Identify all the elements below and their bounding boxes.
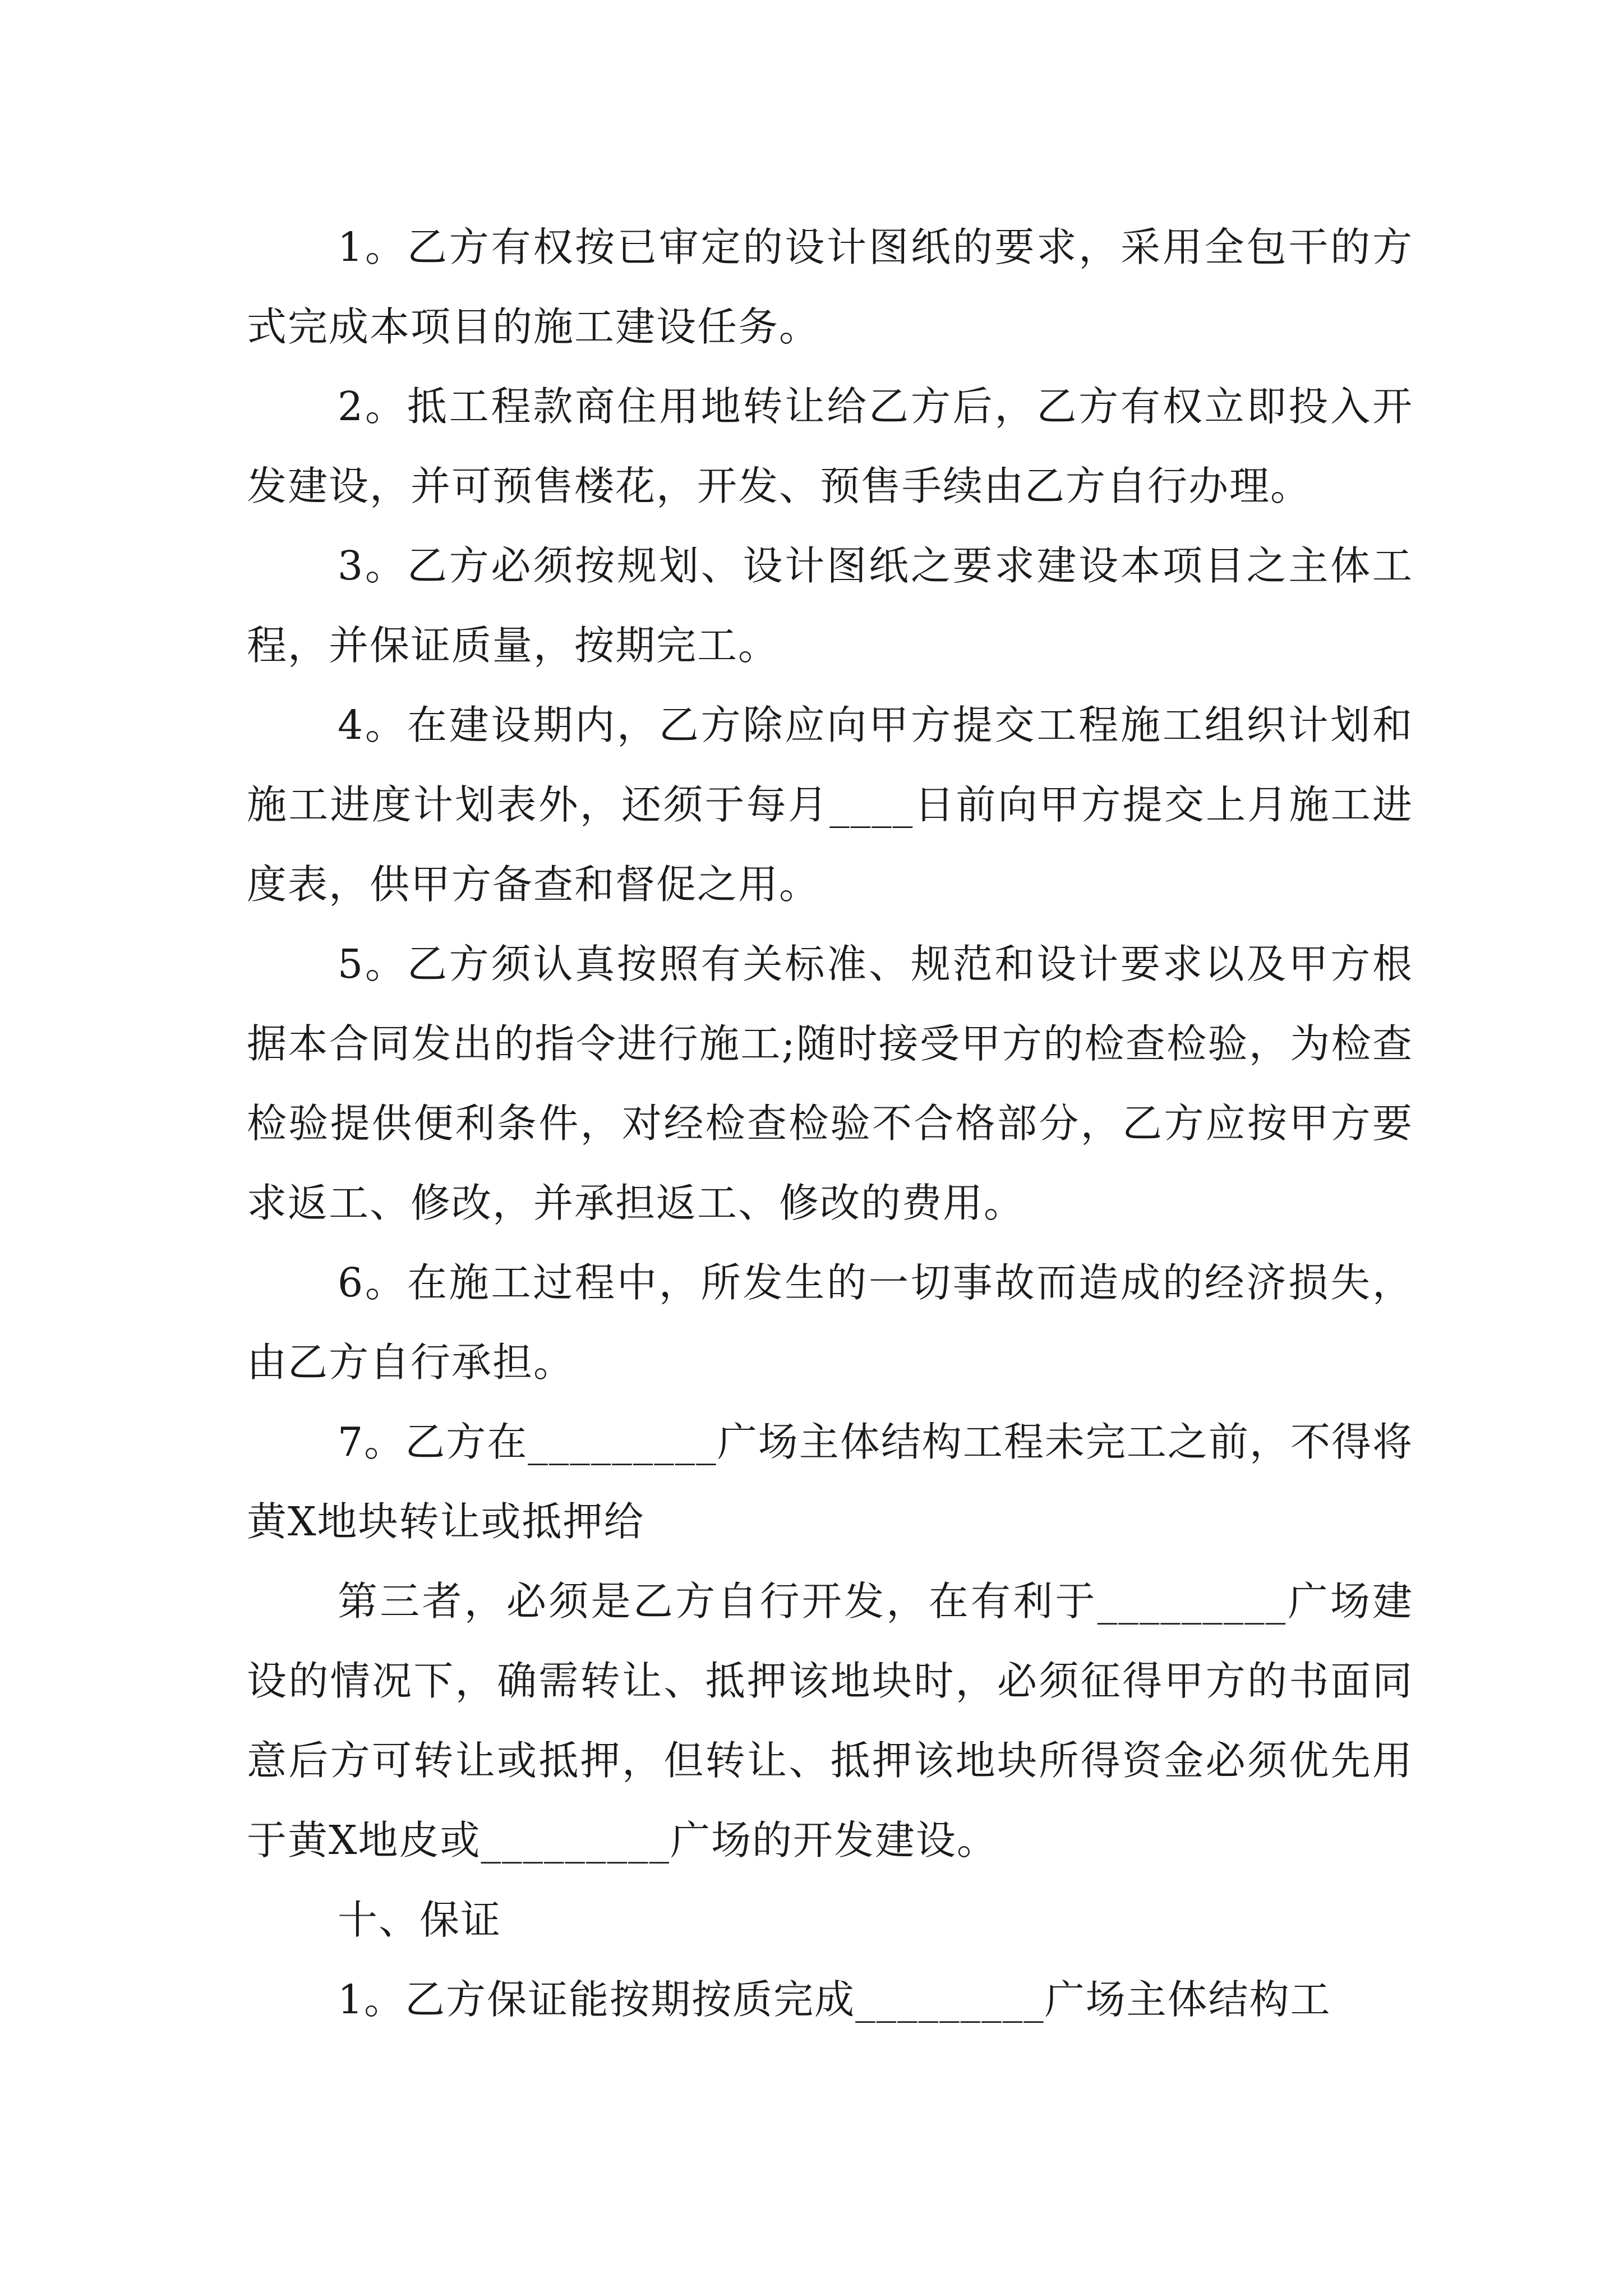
paragraph-5: 5。乙方须认真按照有关标准、规范和设计要求以及甲方根据本合同发出的指令进行施工;随时接受甲方的检查检验，为检查检验提供便利条件，对经检查检验不合格部分，乙方应按甲方要求返工、修改，并承担返工、修改的费用。 [247, 941, 1413, 1226]
paragraph-6: 6。在施工过程中，所发生的一切事故而造成的经济损失，由乙方自行承担。 [247, 1259, 1413, 1386]
paragraph-3: 3。乙方必须按规划、设计图纸之要求建设本项目之主体工程，并保证质量，按期完工。 [247, 542, 1413, 669]
paragraph-8: 第三者，必须是乙方自行开发，在有利于_________广场建设的情况下，确需转让、抵押该地块时，必须征得甲方的书面同意后方可转让或抵押，但转让、抵押该地块所得资金必须优先用于黄X地皮或_________广场的开发建设。 [247, 1578, 1413, 1864]
paragraph-10: 1。乙方保证能按期按质完成_________广场主体结构工 [338, 1976, 1331, 2023]
paragraph-1: 1。乙方有权按已审定的设计图纸的要求，采用全包干的方式完成本项目的施工建设任务。 [247, 224, 1413, 350]
paragraph-7: 7。乙方在_________广场主体结构工程未完工之前，不得将黄X地块转让或抵押给 [247, 1419, 1413, 1545]
section-heading-guarantee: 十、保证 [338, 1897, 502, 1943]
document-page [247, 208, 1413, 2040]
paragraph-2: 2。抵工程款商住用地转让给乙方后，乙方有权立即投入开发建设，并可预售楼花，开发、预售手续由乙方自行办理。 [247, 383, 1413, 509]
paragraph-4: 4。在建设期内，乙方除应向甲方提交工程施工组织计划和施工进度计划表外，还须于每月____日前向甲方提交上月施工进度表，供甲方备查和督促之用。 [247, 702, 1413, 908]
